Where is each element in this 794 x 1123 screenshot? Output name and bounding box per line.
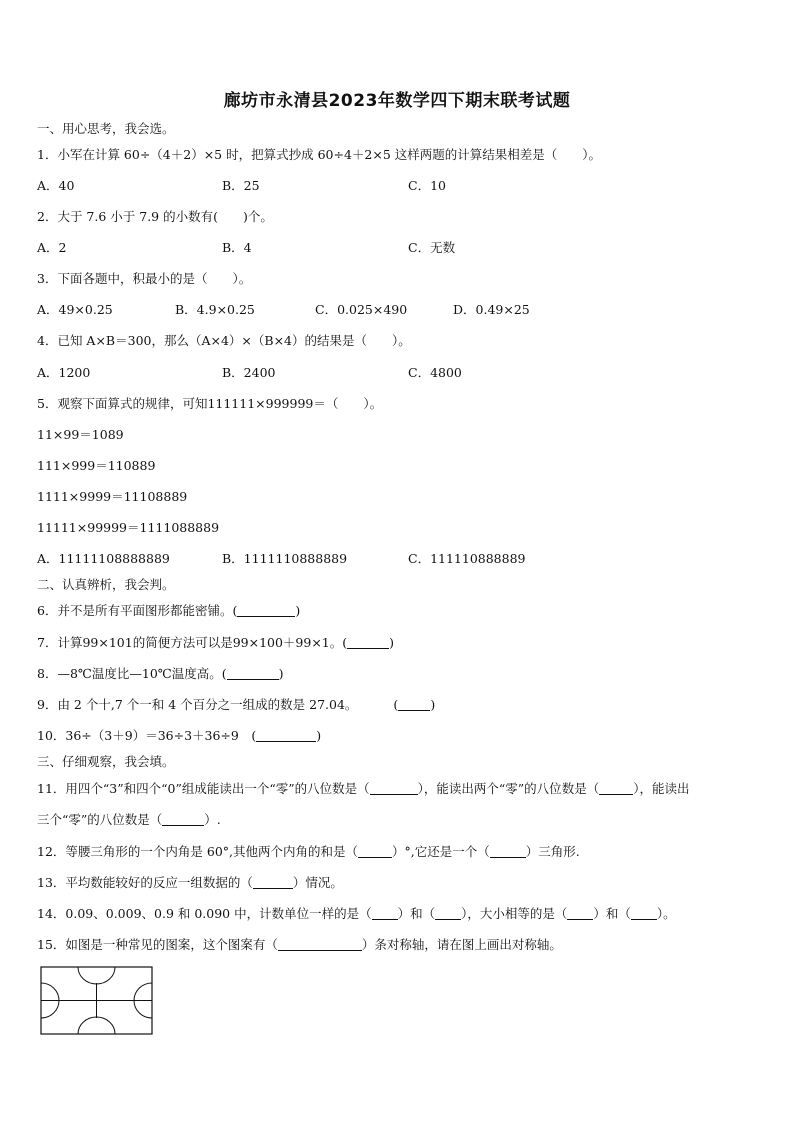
q12-text-2: ）°,它还是一个（ [392,844,490,859]
q7-close: ) [389,635,395,650]
q5-option-c: C．111110888889 [408,551,526,566]
q4-option-c: C．4800 [408,365,462,380]
q10-answer-blank[interactable] [256,729,316,742]
q6-text: 6．并不是所有平面图形都能密铺。( [37,603,238,618]
q12-text-3: ）三角形. [525,844,580,859]
q11-answer-blank-3[interactable] [162,813,204,826]
question-3: 3．下面各题中，积最小的是（ ）。 [37,271,252,286]
q12-answer-blank-1[interactable] [358,845,392,858]
q15-text-1: 15．如图是一种常见的图案，这个图案有（ [37,937,278,952]
section-1-heading: 一、用心思考，我会选。 [37,121,175,136]
q9-close: ) [430,697,436,712]
q10-close: ) [316,728,322,743]
question-12 [37,844,580,860]
q14-answer-blank-4[interactable] [631,907,657,920]
q15-answer-blank[interactable] [278,938,362,951]
question-5: 5．观察下面算式的规律，可知111111×999999＝（ ）。 [37,396,383,411]
q14-text-5: ）。 [656,906,676,921]
question-2: 2．大于 7.6 小于 7.9 的小数有( )个。 [37,209,273,224]
question-7 [37,635,394,651]
q11-answer-blank-2[interactable] [599,782,633,795]
q13-text-2: ）情况。 [292,875,343,890]
q11-text-1: 11．用四个“3”和四个“0”组成能读出一个“零”的八位数是（ [37,781,370,796]
q9-open: ( [393,697,399,712]
q7-answer-blank[interactable] [347,636,389,649]
q5-pattern-line-3: 1111×9999＝11108889 [37,489,188,504]
section-3-heading: 三、仔细观察，我会填。 [37,754,175,769]
q14-text-2: ）和（ [397,906,436,921]
question-11-line-2 [37,812,221,828]
q14-text-1: 14．0.09、0.009、0.9 和 0.090 中，计数单位一样的是（ [37,906,372,921]
q15-text-2: ）条对称轴，请在图上画出对称轴。 [361,937,562,952]
q5-pattern-line-4: 11111×99999＝1111088889 [37,520,220,535]
symmetry-pattern-figure[interactable] [40,966,154,1036]
q3-option-d: D．0.49×25 [453,302,530,317]
question-11-line-1 [37,781,689,797]
q11-text-4: 三个“零”的八位数是（ [37,812,163,827]
q14-text-4: ）和（ [593,906,631,921]
question-10 [37,728,321,744]
q12-answer-blank-2[interactable] [490,845,526,858]
q8-text: 8．—8℃温度比—10℃温度高。( [37,666,227,681]
page-title: 廊坊市永清县2023年数学四下期末联考试题 [223,91,571,111]
q3-option-c: C．0.025×490 [315,302,408,317]
q14-answer-blank-3[interactable] [567,907,593,920]
q11-text-2: ），能读出两个“零”的八位数是（ [417,781,600,796]
q1-option-c: C．10 [408,178,446,193]
q11-text-5: ）. [204,812,221,827]
pattern-bottom-arc [78,1017,115,1034]
q13-text-1: 13．平均数能较好的反应一组数据的（ [37,875,253,890]
section-2-heading: 二、认真辨析，我会判。 [37,577,175,592]
pattern-top-arc [78,967,115,984]
question-9 [37,697,435,713]
q9-answer-blank[interactable] [398,698,430,711]
question-14 [37,906,676,922]
q5-option-a: A．11111108888889 [37,551,170,566]
q2-option-a: A．2 [37,240,67,255]
q1-option-a: A．40 [37,178,75,193]
q5-pattern-line-1: 11×99＝1089 [37,427,124,442]
q12-text-1: 12．等腰三角形的一个内角是 60°,其他两个内角的和是（ [37,844,359,859]
question-13 [37,875,343,891]
q2-option-b: B．4 [222,240,252,255]
q5-pattern-line-2: 111×999＝110889 [37,458,156,473]
question-6 [37,603,300,619]
q9-text: 9．由 2 个十,7 个一和 4 个百分之一组成的数是 27.04。 [37,697,358,712]
q14-text-3: ），大小相等的是（ [461,906,568,921]
q3-option-b: B．4.9×0.25 [175,302,255,317]
q10-text: 10．36÷（3＋9）＝36÷3＋36÷9 ( [37,728,257,743]
question-8 [37,666,284,682]
q8-answer-blank[interactable] [227,667,279,680]
question-4: 4．已知 A×B＝300，那么（A×4）×（B×4）的结果是（ ）。 [37,333,411,348]
q11-text-3: ），能读出 [633,781,690,796]
q6-close: ) [295,603,301,618]
q2-option-c: C．无数 [408,240,456,255]
question-15 [37,937,562,953]
q5-option-b: B．1111110888889 [222,551,348,566]
q13-answer-blank[interactable] [253,876,293,889]
q11-answer-blank-1[interactable] [370,782,418,795]
q14-answer-blank-1[interactable] [372,907,398,920]
q6-answer-blank[interactable] [237,604,295,617]
q7-text: 7．计算99×101的简便方法可以是99×100＋99×1。( [37,635,348,650]
question-1: 1．小军在计算 60÷（4＋2）×5 时，把算式抄成 60÷4＋2×5 这样两题的计算结果相差是（ ）。 [37,147,602,162]
q3-option-a: A．49×0.25 [37,302,113,317]
q4-option-a: A．1200 [37,365,91,380]
q14-answer-blank-2[interactable] [435,907,461,920]
q1-option-b: B．25 [222,178,260,193]
q8-close: ) [278,666,284,681]
q4-option-b: B．2400 [222,365,276,380]
